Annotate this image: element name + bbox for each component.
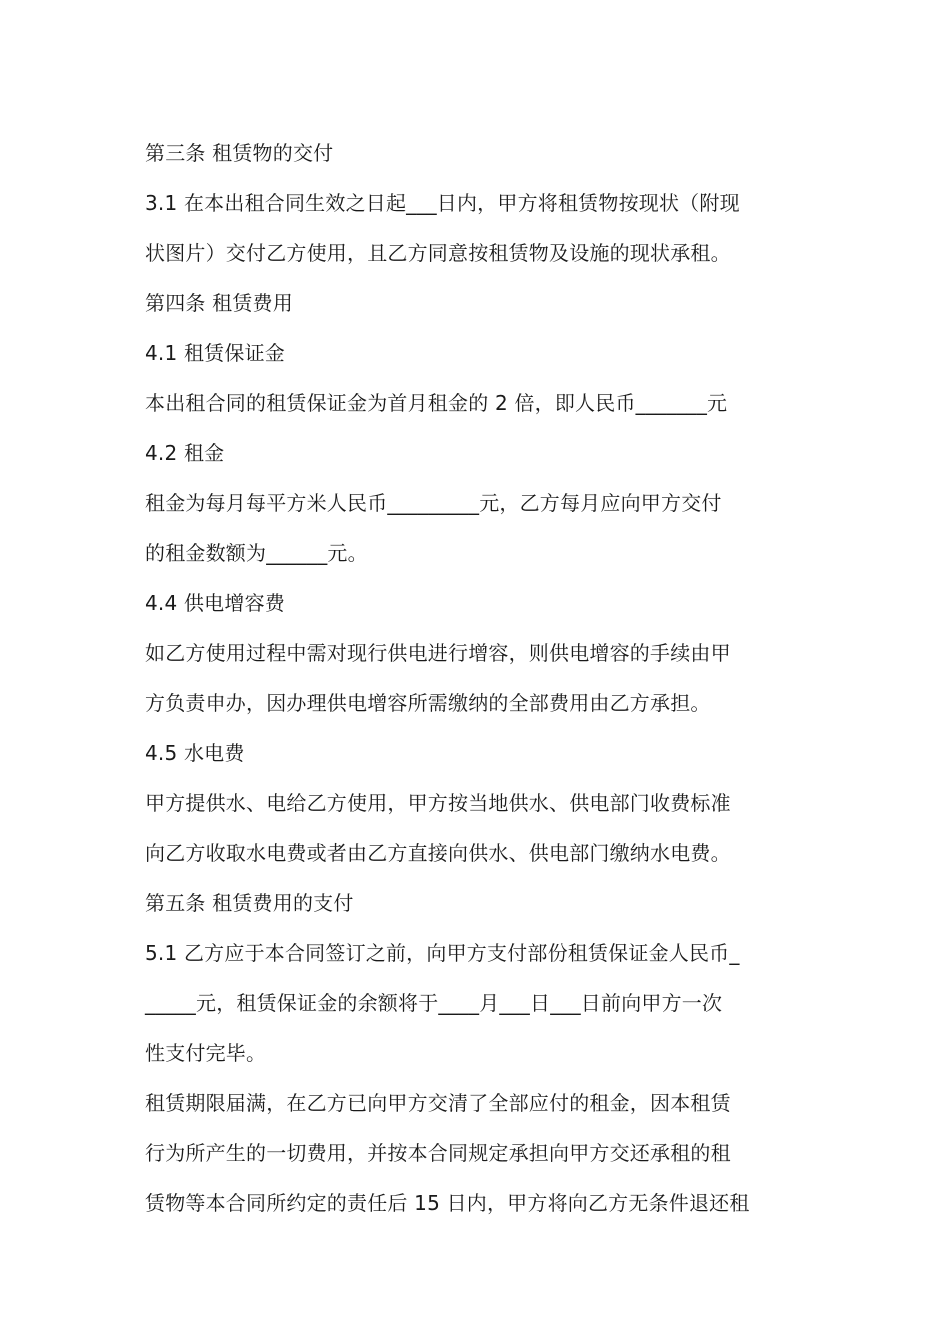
article-5-heading: 第五条 租赁费用的支付 [145, 891, 354, 915]
clause-4-2-line-2: 的租金数额为______元。 [145, 541, 368, 565]
deposit-refund-line-3: 赁物等本合同所约定的责任后 15 日内，甲方将向乙方无条件退还租 [145, 1191, 750, 1215]
clause-4-4-title: 4.4 供电增容费 [145, 591, 285, 615]
clause-4-2-line-1: 租金为每月每平方米人民币_________元，乙方每月应向甲方交付 [145, 491, 722, 515]
clause-5-1-line-2: _____元，租赁保证金的余额将于____月___日___日前向甲方一次 [145, 991, 723, 1015]
clause-5-1-line-3: 性支付完毕。 [145, 1041, 267, 1065]
clause-4-5-line-1: 甲方提供水、电给乙方使用，甲方按当地供水、供电部门收费标准 [145, 791, 731, 815]
clause-4-5-line-2: 向乙方收取水电费或者由乙方直接向供水、供电部门缴纳水电费。 [145, 841, 731, 865]
clause-4-4-line-2: 方负责申办，因办理供电增容所需缴纳的全部费用由乙方承担。 [145, 691, 711, 715]
article-4-heading: 第四条 租赁费用 [145, 291, 293, 315]
clause-4-1-title: 4.1 租赁保证金 [145, 341, 285, 365]
deposit-refund-line-1: 租赁期限届满，在乙方已向甲方交清了全部应付的租金，因本租赁 [145, 1091, 731, 1115]
clause-4-2-title: 4.2 租金 [145, 441, 225, 465]
document-body [145, 128, 815, 1228]
clause-3-1-line-1: 3.1 在本出租合同生效之日起___日内，甲方将租赁物按现状（附现 [145, 191, 740, 215]
article-3-heading: 第三条 租赁物的交付 [145, 141, 334, 165]
clause-4-4-line-1: 如乙方使用过程中需对现行供电进行增容，则供电增容的手续由甲 [145, 641, 731, 665]
clause-3-1-line-2: 状图片）交付乙方使用，且乙方同意按租赁物及设施的现状承租。 [145, 241, 731, 265]
clause-4-5-title: 4.5 水电费 [145, 741, 245, 765]
deposit-refund-line-2: 行为所产生的一切费用，并按本合同规定承担向甲方交还承租的租 [145, 1141, 731, 1165]
clause-4-1-text: 本出租合同的租赁保证金为首月租金的 2 倍，即人民币_______元 [145, 391, 728, 415]
clause-5-1-line-1: 5.1 乙方应于本合同签订之前，向甲方支付部份租赁保证金人民币_ [145, 941, 740, 965]
